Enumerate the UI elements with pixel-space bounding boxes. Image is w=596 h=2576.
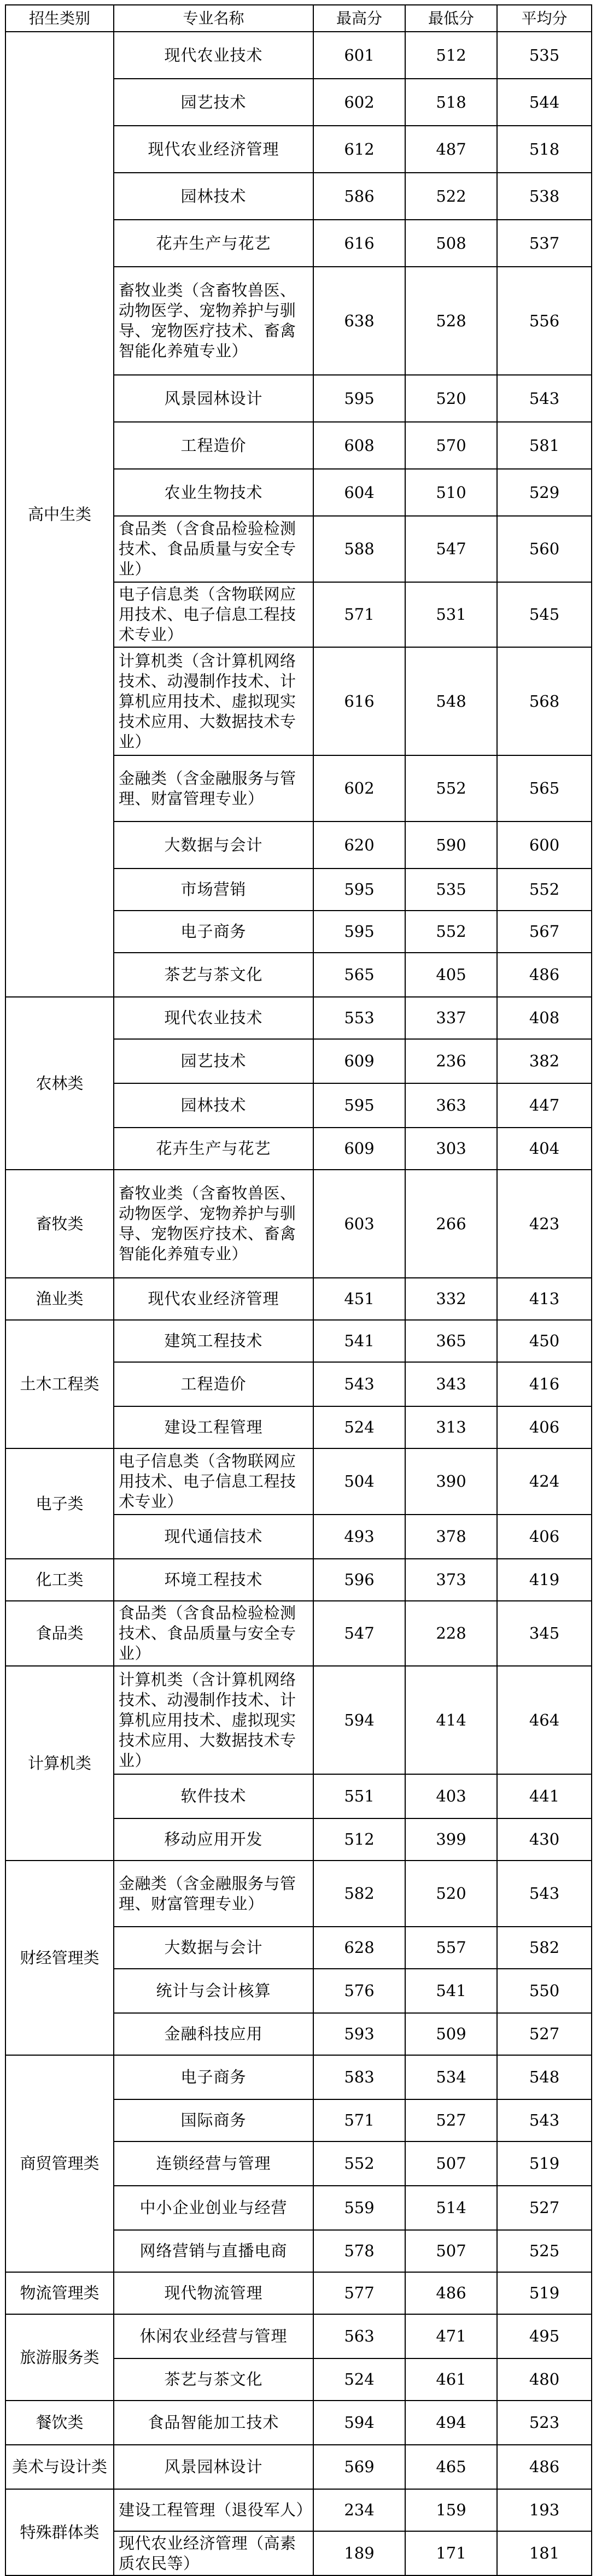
avg-score-cell: 535 (497, 32, 592, 79)
major-cell: 电子信息类（含物联网应用技术、电子信息工程技术专业） (114, 582, 313, 647)
major-cell: 计算机类（含计算机网络技术、动漫制作技术、计算机应用技术、虚拟现实技术应用、大数据技术专业） (114, 647, 313, 755)
major-cell: 风景园林设计 (114, 375, 313, 422)
table-row (5, 1448, 592, 1515)
min-score-cell: 520 (405, 1861, 497, 1927)
avg-score-cell: 413 (497, 1278, 592, 1320)
avg-score-cell: 543 (497, 375, 592, 422)
major-cell: 园林技术 (114, 1083, 313, 1128)
major-cell: 网络营销与直播电商 (114, 2230, 313, 2272)
min-score-cell: 535 (405, 869, 497, 911)
min-score-cell: 518 (405, 79, 497, 126)
major-cell: 畜牧业类（含畜牧兽医、动物医学、宠物养护与驯导、宠物医疗技术、畜禽智能化养殖专业） (114, 267, 313, 375)
max-score-cell: 583 (313, 2055, 405, 2099)
min-score-cell: 508 (405, 220, 497, 267)
max-score-cell: 604 (313, 469, 405, 516)
max-score-cell: 582 (313, 1861, 405, 1927)
avg-score-cell: 193 (497, 2489, 592, 2531)
table-header (5, 5, 592, 32)
major-cell: 农业生物技术 (114, 469, 313, 516)
max-score-cell: 588 (313, 516, 405, 582)
avg-score-cell: 382 (497, 1039, 592, 1083)
max-score-cell: 609 (313, 1128, 405, 1170)
category-cell: 渔业类 (5, 1278, 114, 1320)
min-score-cell: 590 (405, 821, 497, 869)
major-cell: 工程造价 (114, 1362, 313, 1406)
header-major: 专业名称 (114, 5, 313, 32)
category-cell: 物流管理类 (5, 2272, 114, 2314)
major-cell: 环境工程技术 (114, 1559, 313, 1601)
major-cell: 畜牧业类（含畜牧兽医、动物医学、宠物养护与驯导、宠物医疗技术、畜禽智能化养殖专业） (114, 1170, 313, 1278)
major-cell: 大数据与会计 (114, 821, 313, 869)
avg-score-cell: 441 (497, 1774, 592, 1818)
min-score-cell: 547 (405, 516, 497, 582)
avg-score-cell: 519 (497, 2141, 592, 2186)
min-score-cell: 507 (405, 2230, 497, 2272)
avg-score-cell: 543 (497, 1861, 592, 1927)
max-score-cell: 616 (313, 220, 405, 267)
avg-score-cell: 537 (497, 220, 592, 267)
min-score-cell: 399 (405, 1818, 497, 1861)
min-score-cell: 552 (405, 755, 497, 821)
avg-score-cell: 600 (497, 821, 592, 869)
min-score-cell: 557 (405, 1927, 497, 1969)
avg-score-cell: 480 (497, 2358, 592, 2401)
min-score-cell: 570 (405, 422, 497, 469)
max-score-cell: 595 (313, 375, 405, 422)
major-cell: 移动应用开发 (114, 1818, 313, 1861)
category-cell: 商贸管理类 (5, 2055, 114, 2272)
avg-score-cell: 568 (497, 647, 592, 755)
avg-score-cell: 582 (497, 1927, 592, 1969)
table-row (5, 2401, 592, 2445)
max-score-cell: 551 (313, 1774, 405, 1818)
min-score-cell: 414 (405, 1666, 497, 1774)
major-cell: 现代通信技术 (114, 1515, 313, 1559)
max-score-cell: 609 (313, 1039, 405, 1083)
avg-score-cell: 345 (497, 1601, 592, 1666)
min-score-cell: 514 (405, 2186, 497, 2230)
category-cell: 化工类 (5, 1559, 114, 1601)
avg-score-cell: 523 (497, 2401, 592, 2445)
min-score-cell: 378 (405, 1515, 497, 1559)
max-score-cell: 620 (313, 821, 405, 869)
major-cell: 现代农业经济管理（高素质农民等） (114, 2531, 313, 2575)
min-score-cell: 486 (405, 2272, 497, 2314)
min-score-cell: 159 (405, 2489, 497, 2531)
major-cell: 市场营销 (114, 869, 313, 911)
category-cell: 特殊群体类 (5, 2489, 114, 2575)
major-cell: 风景园林设计 (114, 2445, 313, 2489)
major-cell: 金融科技应用 (114, 2013, 313, 2055)
table-row (5, 2055, 592, 2099)
max-score-cell: 595 (313, 1083, 405, 1128)
major-cell: 食品类（含食品检验检测技术、食品质量与安全专业） (114, 516, 313, 582)
category-cell: 电子类 (5, 1448, 114, 1559)
major-cell: 国际商务 (114, 2099, 313, 2141)
major-cell: 茶艺与茶文化 (114, 953, 313, 997)
major-cell: 电子商务 (114, 2055, 313, 2099)
avg-score-cell: 581 (497, 422, 592, 469)
avg-score-cell: 552 (497, 869, 592, 911)
major-cell: 统计与会计核算 (114, 1969, 313, 2013)
max-score-cell: 628 (313, 1927, 405, 1969)
category-cell: 计算机类 (5, 1666, 114, 1861)
major-cell: 花卉生产与花艺 (114, 220, 313, 267)
avg-score-cell: 419 (497, 1559, 592, 1601)
major-cell: 食品智能加工技术 (114, 2401, 313, 2445)
avg-score-cell: 486 (497, 2445, 592, 2489)
min-score-cell: 512 (405, 32, 497, 79)
avg-score-cell: 486 (497, 953, 592, 997)
max-score-cell: 559 (313, 2186, 405, 2230)
major-cell: 中小企业创业与经营 (114, 2186, 313, 2230)
min-score-cell: 266 (405, 1170, 497, 1278)
min-score-cell: 510 (405, 469, 497, 516)
category-cell: 高中生类 (5, 32, 114, 997)
major-cell: 茶艺与茶文化 (114, 2358, 313, 2401)
max-score-cell: 595 (313, 869, 405, 911)
table-row (5, 2314, 592, 2358)
min-score-cell: 534 (405, 2055, 497, 2099)
category-cell: 土木工程类 (5, 1320, 114, 1448)
max-score-cell: 576 (313, 1969, 405, 2013)
table-row (5, 1170, 592, 1278)
max-score-cell: 451 (313, 1278, 405, 1320)
min-score-cell: 520 (405, 375, 497, 422)
major-cell: 园艺技术 (114, 79, 313, 126)
min-score-cell: 552 (405, 911, 497, 953)
max-score-cell: 602 (313, 755, 405, 821)
max-score-cell: 578 (313, 2230, 405, 2272)
major-cell: 现代农业经济管理 (114, 126, 313, 173)
avg-score-cell: 519 (497, 2272, 592, 2314)
max-score-cell: 608 (313, 422, 405, 469)
min-score-cell: 171 (405, 2531, 497, 2575)
min-score-cell: 507 (405, 2141, 497, 2186)
max-score-cell: 596 (313, 1559, 405, 1601)
max-score-cell: 603 (313, 1170, 405, 1278)
min-score-cell: 528 (405, 267, 497, 375)
avg-score-cell: 550 (497, 1969, 592, 2013)
min-score-cell: 494 (405, 2401, 497, 2445)
avg-score-cell: 527 (497, 2013, 592, 2055)
header-avg-score: 平均分 (497, 5, 592, 32)
avg-score-cell: 525 (497, 2230, 592, 2272)
avg-score-cell: 495 (497, 2314, 592, 2358)
avg-score-cell: 538 (497, 173, 592, 220)
min-score-cell: 313 (405, 1406, 497, 1448)
min-score-cell: 527 (405, 2099, 497, 2141)
table-row (5, 2272, 592, 2314)
min-score-cell: 461 (405, 2358, 497, 2401)
max-score-cell: 595 (313, 911, 405, 953)
max-score-cell: 616 (313, 647, 405, 755)
table-row (5, 1666, 592, 1774)
max-score-cell: 541 (313, 1320, 405, 1362)
category-cell: 农林类 (5, 997, 114, 1170)
min-score-cell: 405 (405, 953, 497, 997)
major-cell: 工程造价 (114, 422, 313, 469)
avg-score-cell: 430 (497, 1818, 592, 1861)
table-row (5, 1601, 592, 1666)
max-score-cell: 577 (313, 2272, 405, 2314)
major-cell: 现代农业技术 (114, 32, 313, 79)
major-cell: 电子信息类（含物联网应用技术、电子信息工程技术专业） (114, 1448, 313, 1515)
avg-score-cell: 527 (497, 2186, 592, 2230)
min-score-cell: 548 (405, 647, 497, 755)
max-score-cell: 524 (313, 2358, 405, 2401)
header-min-score: 最低分 (405, 5, 497, 32)
avg-score-cell: 408 (497, 997, 592, 1039)
avg-score-cell: 406 (497, 1406, 592, 1448)
max-score-cell: 189 (313, 2531, 405, 2575)
max-score-cell: 504 (313, 1448, 405, 1515)
min-score-cell: 332 (405, 1278, 497, 1320)
max-score-cell: 594 (313, 2401, 405, 2445)
avg-score-cell: 424 (497, 1448, 592, 1515)
table-row (5, 2445, 592, 2489)
category-cell: 畜牧类 (5, 1170, 114, 1278)
major-cell: 大数据与会计 (114, 1927, 313, 1969)
major-cell: 食品类（含食品检验检测技术、食品质量与安全专业） (114, 1601, 313, 1666)
min-score-cell: 373 (405, 1559, 497, 1601)
table-row (5, 1861, 592, 1927)
max-score-cell: 638 (313, 267, 405, 375)
max-score-cell: 601 (313, 32, 405, 79)
header-row (5, 5, 592, 32)
max-score-cell: 524 (313, 1406, 405, 1448)
min-score-cell: 228 (405, 1601, 497, 1666)
major-cell: 现代物流管理 (114, 2272, 313, 2314)
min-score-cell: 531 (405, 582, 497, 647)
major-cell: 园林技术 (114, 173, 313, 220)
major-cell: 金融类（含金融服务与管理、财富管理专业） (114, 755, 313, 821)
header-max-score: 最高分 (313, 5, 405, 32)
max-score-cell: 553 (313, 997, 405, 1039)
avg-score-cell: 556 (497, 267, 592, 375)
table-row (5, 997, 592, 1039)
min-score-cell: 522 (405, 173, 497, 220)
avg-score-cell: 518 (497, 126, 592, 173)
table-row (5, 1320, 592, 1362)
avg-score-cell: 567 (497, 911, 592, 953)
avg-score-cell: 543 (497, 2099, 592, 2141)
category-cell: 餐饮类 (5, 2401, 114, 2445)
avg-score-cell: 544 (497, 79, 592, 126)
max-score-cell: 563 (313, 2314, 405, 2358)
min-score-cell: 343 (405, 1362, 497, 1406)
avg-score-cell: 181 (497, 2531, 592, 2575)
max-score-cell: 602 (313, 79, 405, 126)
avg-score-cell: 560 (497, 516, 592, 582)
major-cell: 园艺技术 (114, 1039, 313, 1083)
major-cell: 连锁经营与管理 (114, 2141, 313, 2186)
major-cell: 金融类（含金融服务与管理、财富管理专业） (114, 1861, 313, 1927)
min-score-cell: 337 (405, 997, 497, 1039)
avg-score-cell: 545 (497, 582, 592, 647)
table-body (5, 32, 592, 2575)
avg-score-cell: 404 (497, 1128, 592, 1170)
major-cell: 建设工程管理 (114, 1406, 313, 1448)
min-score-cell: 487 (405, 126, 497, 173)
table-row (5, 32, 592, 79)
max-score-cell: 571 (313, 582, 405, 647)
avg-score-cell: 464 (497, 1666, 592, 1774)
category-cell: 旅游服务类 (5, 2314, 114, 2401)
avg-score-cell: 416 (497, 1362, 592, 1406)
avg-score-cell: 548 (497, 2055, 592, 2099)
major-cell: 建筑工程技术 (114, 1320, 313, 1362)
min-score-cell: 509 (405, 2013, 497, 2055)
min-score-cell: 365 (405, 1320, 497, 1362)
table-row (5, 1559, 592, 1601)
major-cell: 电子商务 (114, 911, 313, 953)
max-score-cell: 552 (313, 2141, 405, 2186)
min-score-cell: 471 (405, 2314, 497, 2358)
max-score-cell: 612 (313, 126, 405, 173)
min-score-cell: 403 (405, 1774, 497, 1818)
max-score-cell: 569 (313, 2445, 405, 2489)
major-cell: 建设工程管理（退役军人） (114, 2489, 313, 2531)
min-score-cell: 541 (405, 1969, 497, 2013)
max-score-cell: 543 (313, 1362, 405, 1406)
min-score-cell: 390 (405, 1448, 497, 1515)
min-score-cell: 236 (405, 1039, 497, 1083)
max-score-cell: 565 (313, 953, 405, 997)
avg-score-cell: 447 (497, 1083, 592, 1128)
category-cell: 财经管理类 (5, 1861, 114, 2055)
major-cell: 软件技术 (114, 1774, 313, 1818)
min-score-cell: 465 (405, 2445, 497, 2489)
category-cell: 食品类 (5, 1601, 114, 1666)
table-row (5, 2489, 592, 2531)
avg-score-cell: 565 (497, 755, 592, 821)
avg-score-cell: 423 (497, 1170, 592, 1278)
major-cell: 休闲农业经营与管理 (114, 2314, 313, 2358)
max-score-cell: 571 (313, 2099, 405, 2141)
max-score-cell: 234 (313, 2489, 405, 2531)
max-score-cell: 493 (313, 1515, 405, 1559)
major-cell: 现代农业技术 (114, 997, 313, 1039)
major-cell: 花卉生产与花艺 (114, 1128, 313, 1170)
min-score-cell: 303 (405, 1128, 497, 1170)
avg-score-cell: 406 (497, 1515, 592, 1559)
header-category: 招生类别 (5, 5, 114, 32)
max-score-cell: 593 (313, 2013, 405, 2055)
table-row (5, 1278, 592, 1320)
min-score-cell: 363 (405, 1083, 497, 1128)
avg-score-cell: 450 (497, 1320, 592, 1362)
max-score-cell: 586 (313, 173, 405, 220)
max-score-cell: 594 (313, 1666, 405, 1774)
max-score-cell: 512 (313, 1818, 405, 1861)
major-cell: 现代农业经济管理 (114, 1278, 313, 1320)
max-score-cell: 547 (313, 1601, 405, 1666)
category-cell: 美术与设计类 (5, 2445, 114, 2489)
major-cell: 计算机类（含计算机网络技术、动漫制作技术、计算机应用技术、虚拟现实技术应用、大数据技术专业） (114, 1666, 313, 1774)
admission-score-table (5, 4, 592, 2576)
avg-score-cell: 529 (497, 469, 592, 516)
